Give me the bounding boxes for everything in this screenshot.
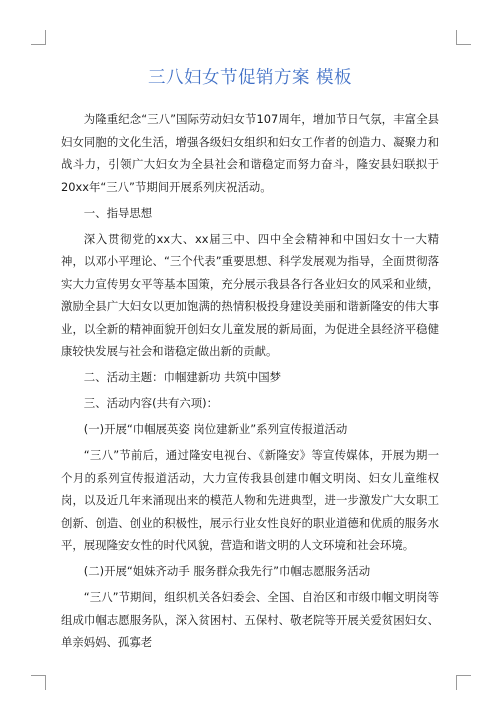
crop-mark-bottom-left	[31, 675, 46, 690]
document-title: 三八妇女节促销方案 模板	[147, 68, 353, 88]
activity-paragraph-2: “三八”节期间，组织机关各妇委会、全国、自治区和市级巾帼文明岗等组成巾帼志愿服务队，深入贫困村、五保村、敬老院等开展关爱贫困妇女、单亲妈妈、孤寡老	[61, 590, 439, 649]
section-heading-theme: 二、活动主题：巾帼建新功 共筑中国梦	[83, 370, 282, 384]
activity-heading-2: (二)开展“姐妹齐动手 服务群众我先行”巾帼志愿服务活动	[83, 564, 371, 578]
crop-mark-top-right	[456, 30, 471, 45]
intro-paragraph: 为隆重纪念“三八”国际劳动妇女节107周年，增加节日气氛，丰富全县妇女同胞的文化生活，增强各级妇女组织和妇女工作者的创造力、凝聚力和战斗力，引领广大妇女为全县社会和谐稳定而努力奋斗，隆安县妇联拟于20xx年“三八”节期间开展系列庆祝活动。	[61, 112, 439, 194]
activity-paragraph-1: “三八”节前后，通过隆安电视台、《新隆安》等宣传媒体，开展为期一个月的系列宣传报道活动，大力宣传我县创建巾帼文明岗、妇女儿童维权岗，以及近几年来涌现出来的模范人物和先进典型，进一步激发广大女职工创新、创造、创业的积极性，展示行业女性良好的职业道德和优质的服务水平，展现隆安女性的时代风貌，营造和谐文明的人文环境和社会环境。	[61, 448, 439, 552]
crop-mark-bottom-right	[456, 675, 471, 690]
guiding-thought-paragraph: 深入贯彻党的xx大、xx届三中、四中全会精神和中国妇女十一大精神，以邓小平理论、“三个代表”重要思想、科学发展观为指导，全面贯彻落实大力宣传男女平等基本国策，充分展示我县各行各业妇女的风采和业绩，激励全县广大妇女以更加饱满的热情积极投身建设美丽和谐新隆安的伟大事业，以全新的精神面貌开创妇女儿童发展的新局面，为促进全县经济平稳健康较快发展与社会和谐稳定做出新的贡献。	[61, 231, 439, 358]
document-body	[61, 108, 439, 657]
activity-heading-1: (一)开展“巾帼展英姿 岗位建新业”系列宣传报道活动	[83, 422, 348, 436]
section-heading-activities: 三、活动内容(共有六项)：	[83, 396, 218, 410]
crop-mark-top-left	[31, 30, 46, 45]
section-heading-guiding-thought: 一、指导思想	[83, 205, 153, 220]
